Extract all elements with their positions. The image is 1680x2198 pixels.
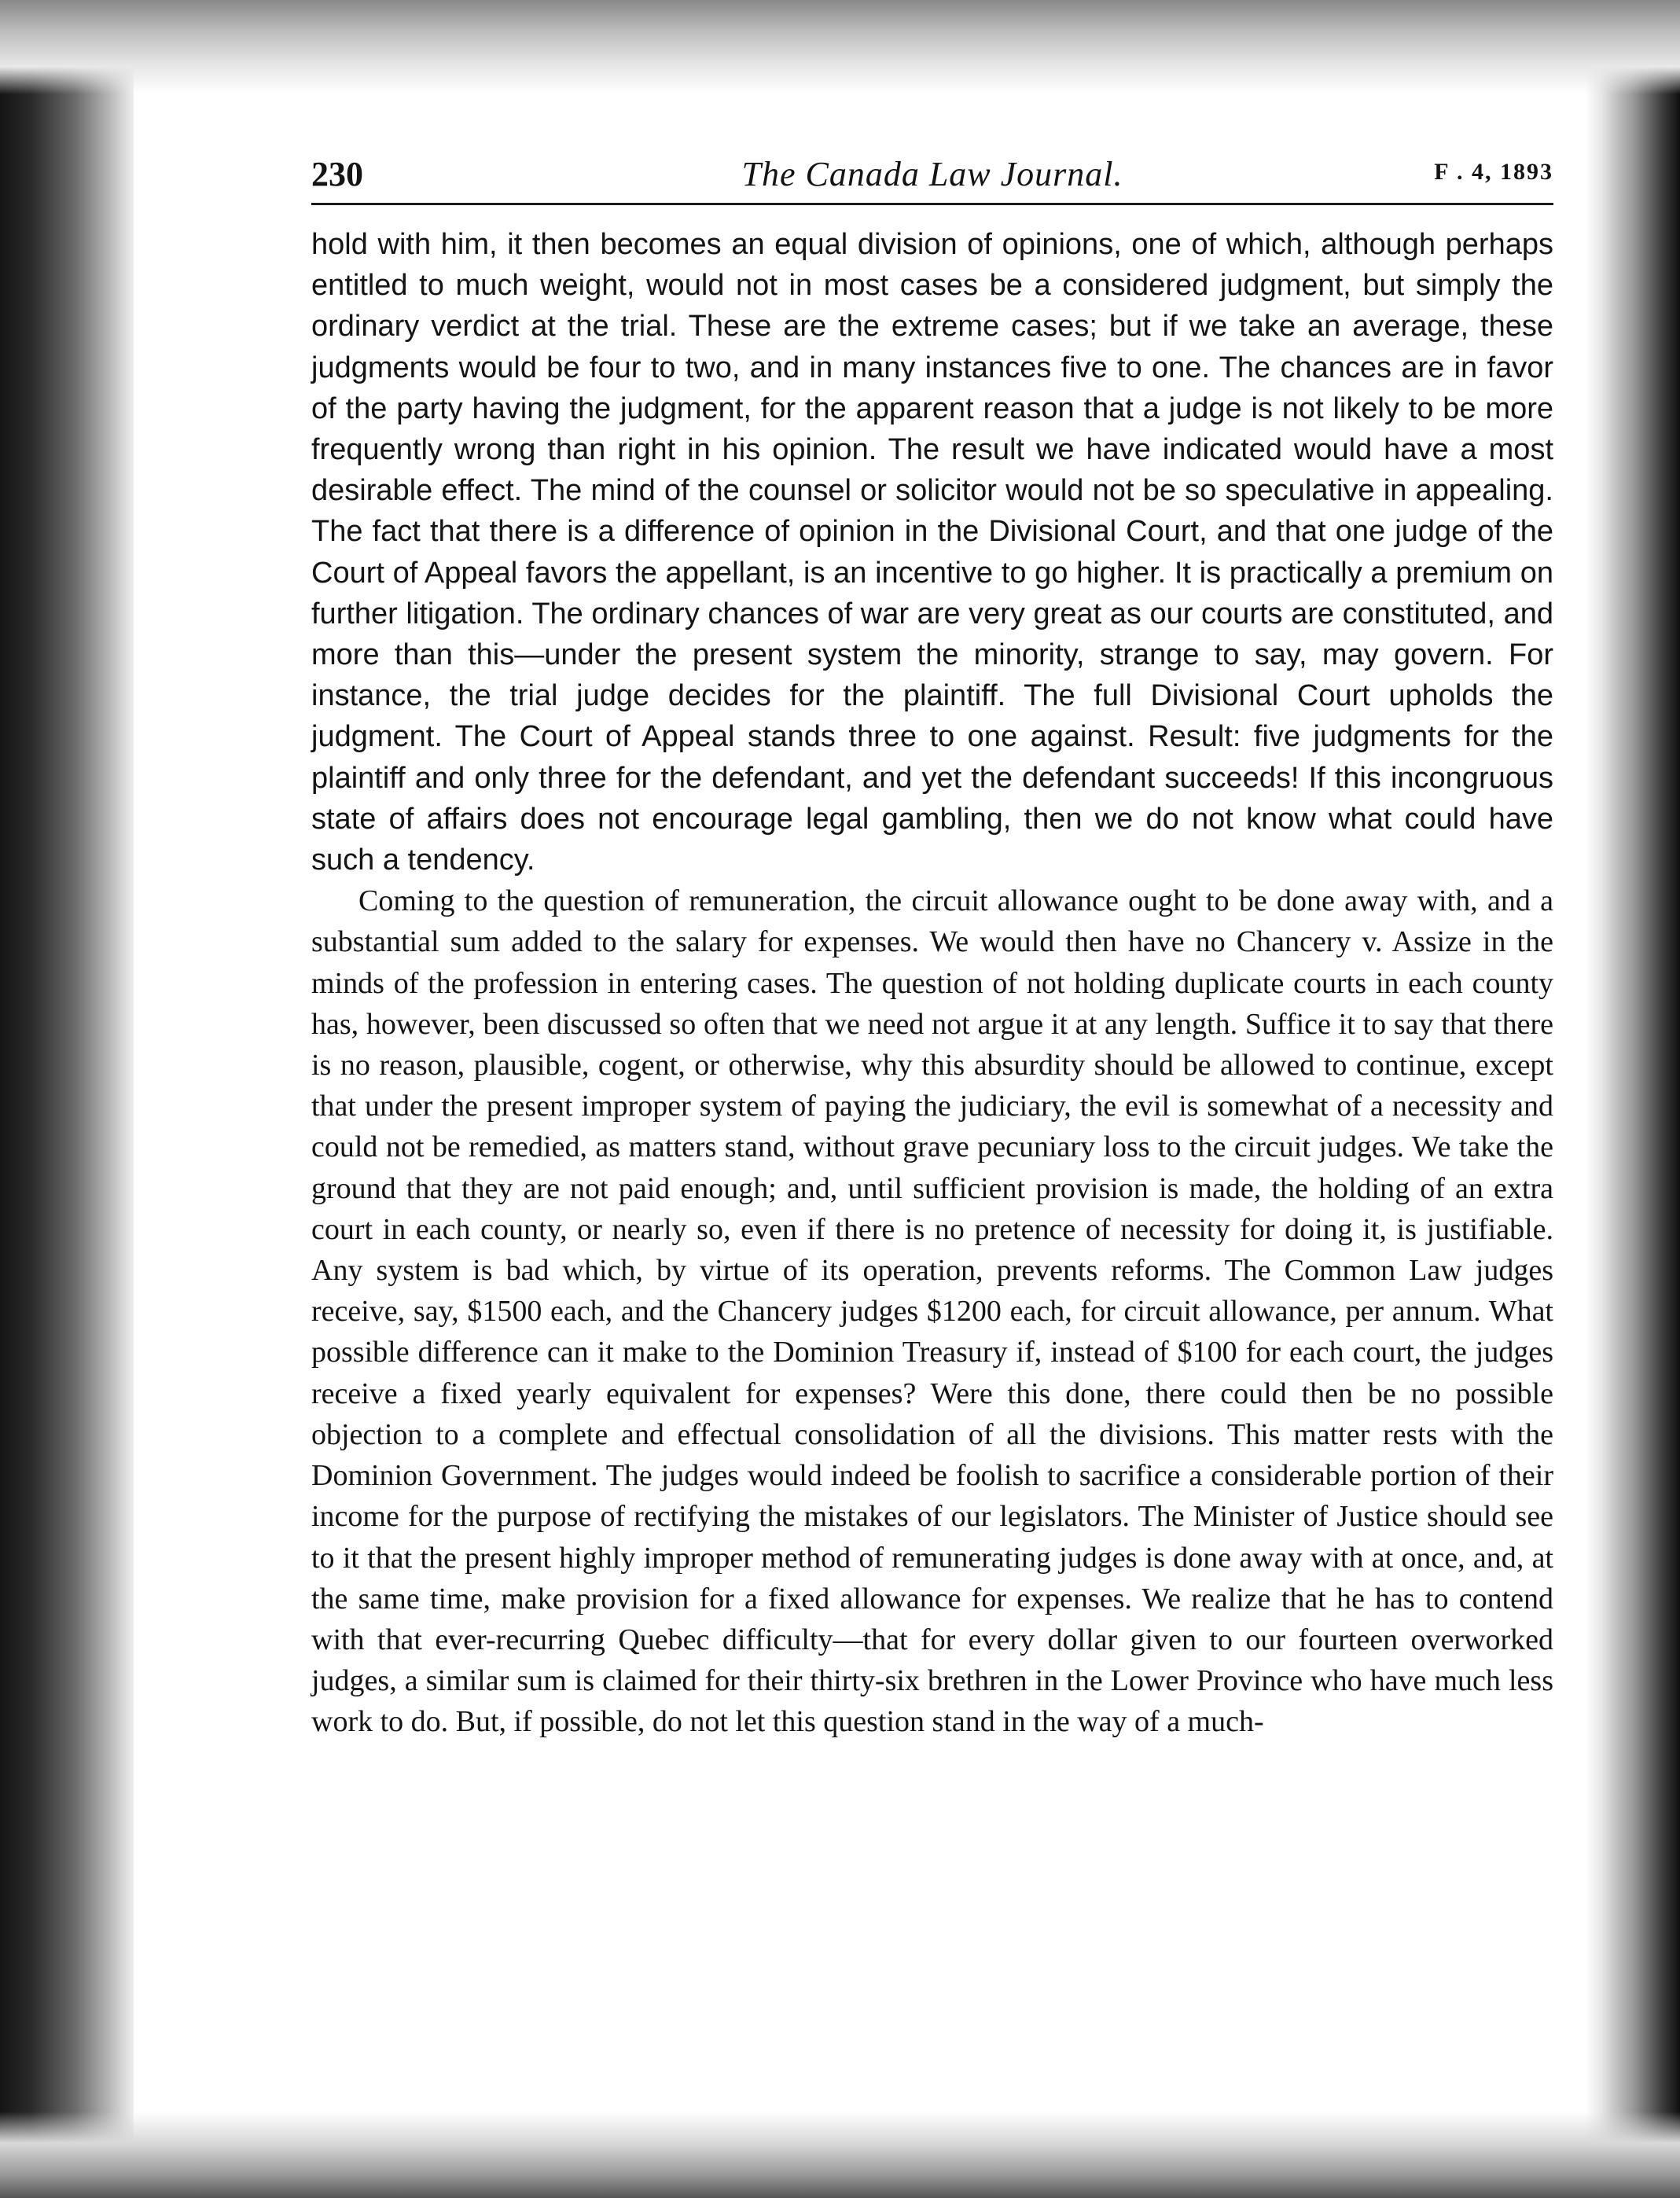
page-number: 230 [311, 155, 363, 193]
scan-shadow-left [0, 0, 134, 2198]
paragraph-continued: hold with him, it then becomes an equal division of opinions, one of which, although perhaps entitled to much weight, would not in most cases be a considered judgment, but simply the ordinary verdict at the trial. These are the extreme cases; but if we take an average, these judgments would be four to two, and in many instances five to one. The chances are in favor of the party having the judgment, for the apparent reason that a judge is not likely to be more frequently wrong than right in his opinion. The result we have indicated would have a most desirable effect. The mind of the counsel or solicitor would not be so speculative in appealing. The fact that there is a difference of opinion in the Divisional Court, and that one judge of the Court of Appeal favors the appellant, is an incentive to go higher. It is practically a premium on further litigation. The ordinary chances of war are very great as our courts are constituted, and more than this—under the present system the minority, strange to say, may govern. For instance, the trial judge decides for the plaintiff. The full Divisional Court upholds the judgment. The Court of Appeal stands three to one against. Result: five judgments for the plaintiff and only three for the defendant, and yet the defendant succeeds! If this incongruous state of affairs does not encourage legal gambling, then we do not know what could have such a tendency. [311, 228, 1553, 877]
scan-shadow-right [1586, 0, 1680, 2198]
scan-shadow-top [0, 0, 1680, 94]
issue-date: F . 4, 1893 [1434, 159, 1553, 185]
journal-title: The Canada Law Journal. [741, 155, 1123, 193]
journal-page [311, 154, 1553, 1743]
paragraph-remuneration: Coming to the question of remuneration, the circuit allowance ought to be done away with, and a substantial sum added to the salary for expenses. We would then have no Chancery v. Assize in the minds of the profession in entering cases. The question of not holding duplicate courts in each county has, however, been discussed so often that we need not argue it at any length. Suffice it to say that there is no reason, plausible, cogent, or otherwise, why this absurdity should be allowed to continue, except that under the present improper system of paying the judiciary, the evil is somewhat of a necessity and could not be remedied, as matters stand, without grave pecuniary loss to the circuit judges. We take the ground that they are not paid enough; and, until sufficient provision is made, the holding of an extra court in each county, or nearly so, even if there is no pretence of necessity for doing it, is justifiable. Any system is bad which, by virtue of its operation, prevents reforms. The Common Law judges receive, say, $1500 each, and the Chancery judges $1200 each, for circuit allowance, per annum. What possible difference can it make to the Dominion Treasury if, instead of $100 for each court, the judges receive a fixed yearly equivalent for expenses? Were this done, there could then be no possible objection to a complete and effectual consolidation of all the divisions. This matter rests with the Dominion Government. The judges would indeed be foolish to sacrifice a considerable portion of their income for the purpose of rectifying the mistakes of our legislators. The Minister of Justice should see to it that the present highly improper method of remunerating judges is done away with at once, and, at the same time, make provision for a fixed allowance for expenses. We realize that he has to contend with that ever-recurring Quebec difficulty—that for every dollar given to our fourteen overworked judges, a similar sum is claimed for their thirty-six brethren in the Lower Province who have much less work to do. But, if possible, do not let this question stand in the way of a much- [311, 884, 1553, 1739]
article-body [311, 224, 1553, 1743]
running-head [311, 154, 1553, 205]
scan-shadow-bottom [0, 2112, 1680, 2198]
